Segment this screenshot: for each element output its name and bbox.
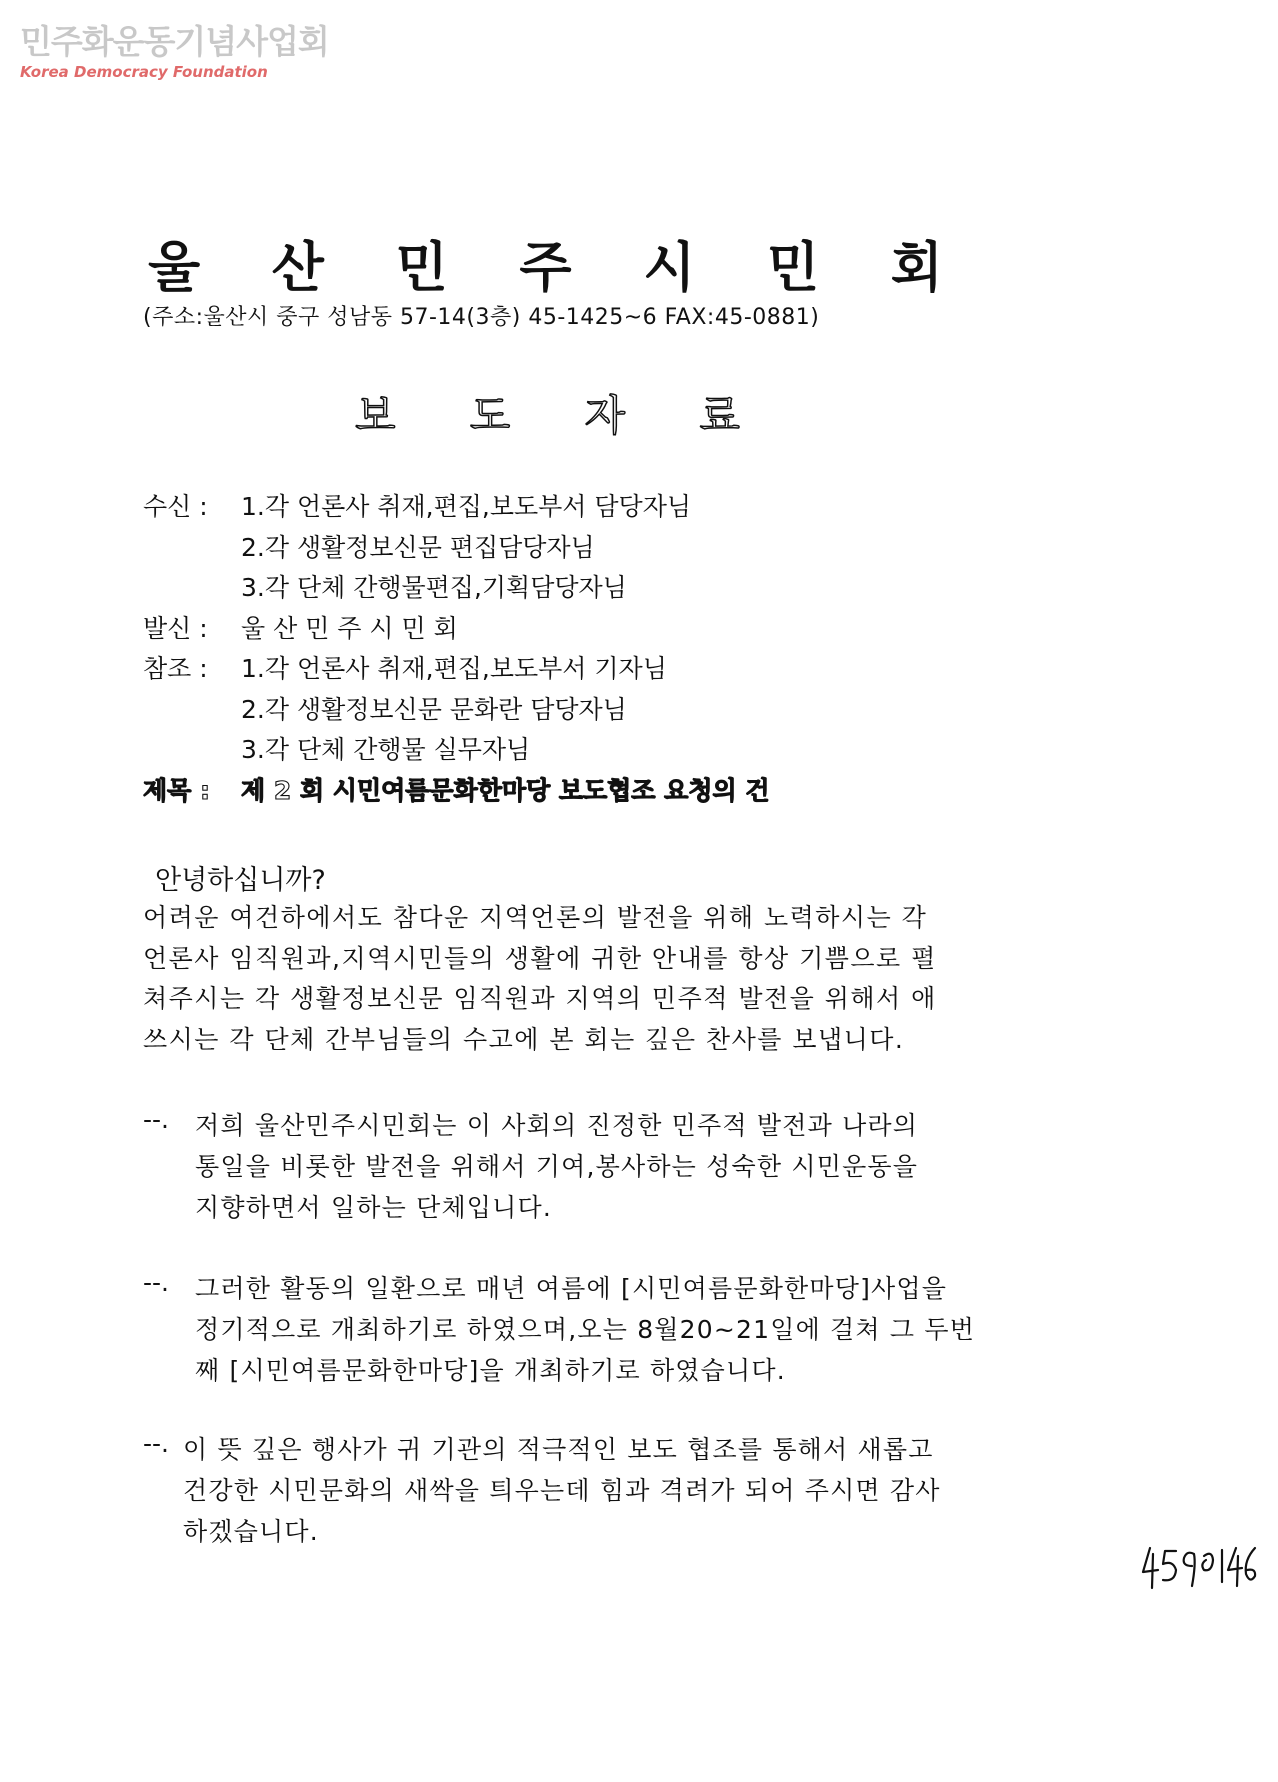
doc-type-char: 료 xyxy=(699,391,740,440)
watermark-logo xyxy=(20,16,329,81)
list-marker: --. xyxy=(143,1429,169,1458)
intro-line: 쳐주시는 각 생활정보신문 임직원과 지역의 민주적 발전을 위해서 애 xyxy=(143,984,937,1013)
paragraph-line: 건강한 시민문화의 새싹을 틔우는데 힘과 격려가 되어 주시면 감사 xyxy=(183,1476,941,1505)
paragraph-line: 통일을 비롯한 발전을 위해서 기여,봉사하는 성숙한 시민운동을 xyxy=(195,1152,919,1181)
paragraph-line: 지향하면서 일하는 단체입니다. xyxy=(195,1193,552,1222)
title-char: 시 xyxy=(643,236,696,299)
reference-row xyxy=(143,688,769,729)
list-marker: --. xyxy=(143,1268,169,1297)
doc-type-char: 보 xyxy=(355,391,396,440)
paragraph-line: 그러한 활동의 일환으로 매년 여름에 [시민여름문화한마당]사업을 xyxy=(195,1274,948,1303)
doc-type-char: 자 xyxy=(584,391,626,440)
sender-label: 발신 : xyxy=(143,613,208,643)
sender-value: 울 산 민 주 시 민 회 xyxy=(241,613,458,643)
intro-paragraph xyxy=(143,898,937,1060)
recipient-row xyxy=(143,485,769,526)
body-paragraph xyxy=(143,1105,918,1228)
list-marker: --. xyxy=(143,1105,169,1134)
title-char: 울 xyxy=(148,236,201,299)
recipient-row xyxy=(143,566,769,607)
title-char: 민 xyxy=(395,236,448,299)
title-char: 회 xyxy=(890,236,943,299)
recipient-row xyxy=(143,526,769,567)
intro-line: 어려운 여건하에서도 참다운 지역언론의 발전을 위해 노력하시는 각 xyxy=(143,903,928,932)
routing-block xyxy=(143,485,769,809)
body-paragraph xyxy=(143,1268,975,1391)
doc-type-char: 도 xyxy=(469,391,511,440)
subject-row xyxy=(143,769,769,810)
address-line: (주소:울산시 중구 성남동 57-14(3층) 45-1425~6 FAX:45-0881) xyxy=(143,305,820,330)
paragraph-line: 하겠습니다. xyxy=(183,1517,319,1546)
greeting: 안녕하십니까? xyxy=(155,865,326,896)
subject-value: 제 2 회 시민여름문화한마당 보도협조 요청의 건 xyxy=(241,775,770,805)
paragraph-line: 째 [시민여름문화한마당]을 개최하기로 하였습니다. xyxy=(195,1356,786,1385)
intro-line: 언론사 임직원과,지역시민들의 생활에 귀한 안내를 항상 기쁨으로 펼 xyxy=(143,943,937,973)
title-char: 주 xyxy=(519,236,572,299)
sender-row xyxy=(143,607,769,648)
reference-item: 2.각 생활정보신문 문화란 담당자님 xyxy=(241,694,627,724)
reference-row xyxy=(143,728,769,769)
watermark-org-korean: 민주화운동기념사업회 xyxy=(20,22,329,61)
reference-item: 3.각 단체 간행물 실무자님 xyxy=(241,735,531,765)
paragraph-line: 정기적으로 개최하기로 하였으며,오는 8월20~21일에 걸쳐 그 두번 xyxy=(195,1315,976,1344)
recipient-item: 1.각 언론사 취재,편집,보도부서 담당자님 xyxy=(241,492,691,522)
paragraph-line: 이 뜻 깊은 행사가 귀 기관의 적극적인 보도 협조를 통해서 새롭고 xyxy=(183,1435,934,1464)
handwritten-archive-code xyxy=(1140,1542,1260,1590)
subject-label: 제목 : xyxy=(143,775,211,805)
title-char: 민 xyxy=(766,236,820,299)
paragraph-line: 저희 울산민주시민회는 이 사회의 진정한 민주적 발전과 나라의 xyxy=(195,1111,919,1140)
organization-title xyxy=(148,225,943,302)
reference-label: 참조 : xyxy=(143,654,208,684)
body-paragraph xyxy=(143,1429,941,1552)
intro-line: 쓰시는 각 단체 간부님들의 수고에 본 회는 깊은 찬사를 보냅니다. xyxy=(143,1024,905,1054)
recipient-item: 2.각 생활정보신문 편집담당자님 xyxy=(241,532,595,562)
watermark-org-english: Korea Democracy Foundation xyxy=(20,63,268,81)
reference-item: 1.각 언론사 취재,편집,보도부서 기자님 xyxy=(241,654,667,684)
reference-row xyxy=(143,647,769,688)
recipient-item: 3.각 단체 간행물편집,기획담당자님 xyxy=(241,573,627,603)
recipients-label: 수신 : xyxy=(143,492,208,522)
document-type-heading xyxy=(355,383,740,443)
title-char: 산 xyxy=(271,236,324,299)
